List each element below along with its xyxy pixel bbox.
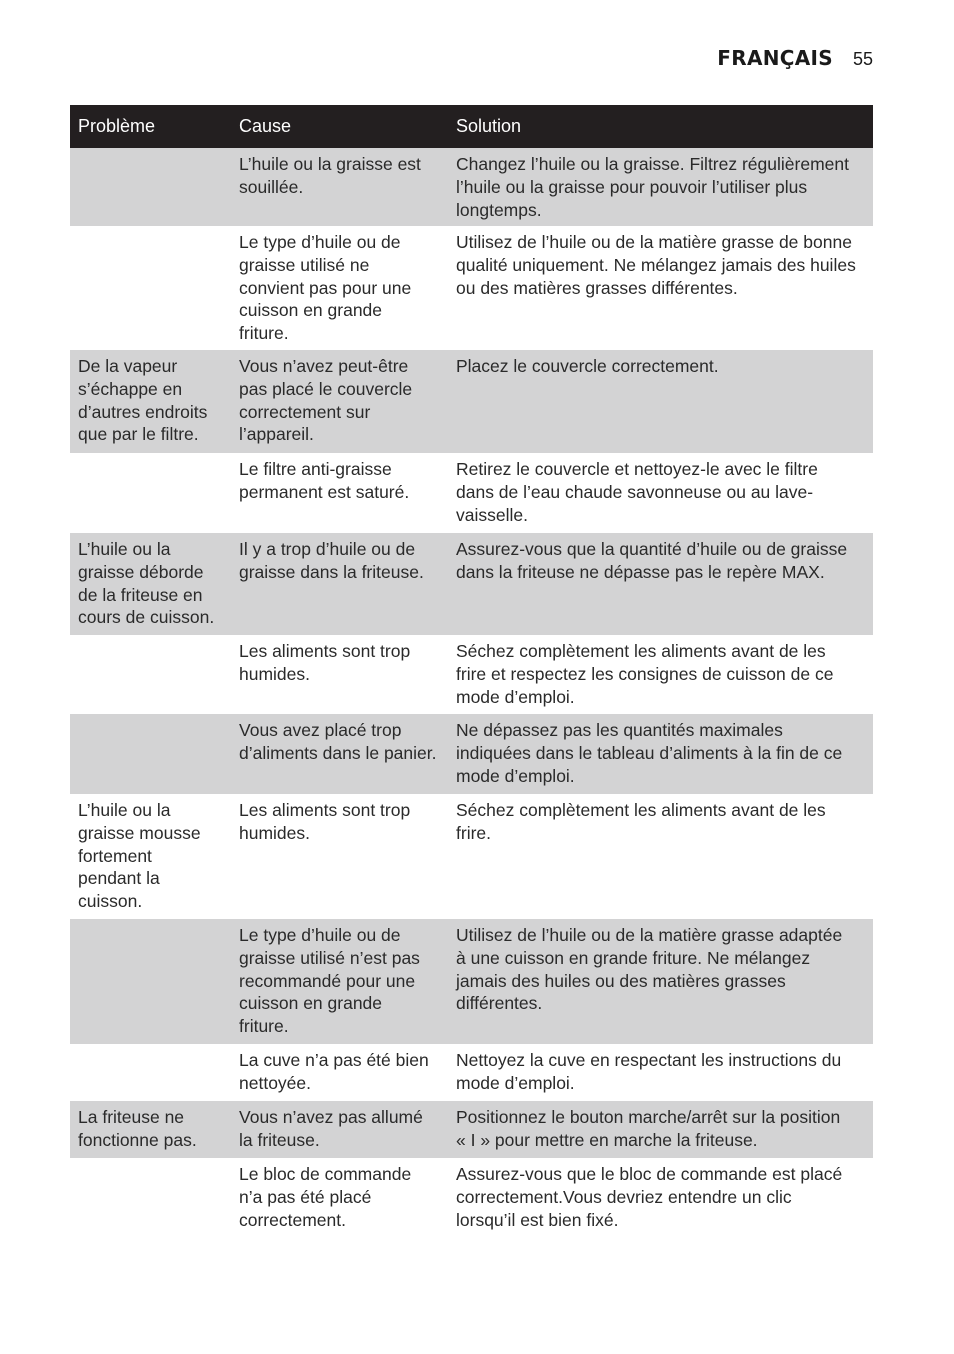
solution-cell: Nettoyez la cuve en respectant les instructions du mode d’emploi. — [456, 1050, 842, 1093]
language-label: FRANÇAIS — [717, 46, 833, 70]
problem-cell — [70, 635, 231, 714]
table-row — [70, 148, 873, 226]
column-header-problem: Problème — [78, 116, 156, 136]
page-header — [717, 46, 873, 70]
cause-cell: L’huile ou la graisse est souillée. — [239, 154, 421, 197]
solution-cell: Utilisez de l’huile ou de la matière grasse adaptée à une cuisson en grande friture. Ne mélangez jamais des huiles ou des matières grasses différentes. — [456, 925, 843, 1014]
cause-cell: Les aliments sont trop humides. — [239, 800, 411, 843]
problem-cell: De la vapeur s’échappe en d’autres endroits que par le filtre. — [78, 356, 208, 445]
cause-cell: Il y a trop d’huile ou de graisse dans la friteuse. — [239, 539, 424, 582]
cause-cell: Le filtre anti-graisse permanent est saturé. — [239, 459, 410, 502]
table-row — [70, 226, 873, 350]
cause-cell: Vous avez placé trop d’aliments dans le panier. — [239, 720, 437, 763]
table-row — [70, 1044, 873, 1101]
cause-cell: Le type d’huile ou de graisse utilisé n’est pas recommandé pour une cuisson en grande friture. — [239, 925, 420, 1037]
table-row — [70, 919, 873, 1044]
solution-cell: Changez l’huile ou la graisse. Filtrez régulièrement l’huile ou la graisse pour pouvoir l’utiliser plus longtemps. — [456, 154, 849, 220]
solution-cell: Séchez complètement les aliments avant de les frire et respectez les consignes de cuisson de ce mode d’emploi. — [456, 641, 834, 707]
problem-cell: La friteuse ne fonctionne pas. — [78, 1107, 197, 1150]
problem-cell — [70, 1044, 231, 1101]
problem-cell — [70, 919, 231, 1044]
solution-cell: Utilisez de l’huile ou de la matière grasse de bonne qualité uniquement. Ne mélangez jamais des huiles ou des matières grasses différentes. — [456, 232, 856, 298]
solution-cell: Assurez-vous que la quantité d’huile ou de graisse dans la friteuse ne dépasse pas le repère MAX. — [456, 539, 848, 582]
problem-cell — [70, 1158, 231, 1238]
problem-cell — [70, 148, 231, 226]
column-header-cause: Cause — [239, 116, 292, 136]
table-row — [70, 533, 873, 635]
cause-cell: La cuve n’a pas été bien nettoyée. — [239, 1050, 429, 1093]
solution-cell: Positionnez le bouton marche/arrêt sur la position « I » pour mettre en marche la friteuse. — [456, 1107, 841, 1150]
troubleshooting-table — [70, 105, 873, 1238]
solution-cell: Assurez-vous que le bloc de commande est placé correctement.Vous devriez entendre un clic lorsqu’il est bien fixé. — [456, 1164, 843, 1230]
table-header — [70, 105, 873, 148]
problem-cell: L’huile ou la graisse déborde de la friteuse en cours de cuisson. — [78, 539, 215, 628]
solution-cell: Placez le couvercle correctement. — [456, 356, 719, 376]
cause-cell: Le bloc de commande n’a pas été placé correctement. — [239, 1164, 412, 1230]
solution-cell: Ne dépassez pas les quantités maximales indiquées dans le tableau d’aliments à la fin de ce mode d’emploi. — [456, 720, 843, 786]
problem-cell — [70, 226, 231, 350]
solution-cell: Séchez complètement les aliments avant de les frire. — [456, 800, 826, 843]
cause-cell: Vous n’avez pas allumé la friteuse. — [239, 1107, 423, 1150]
table-row — [70, 794, 873, 919]
cause-cell: Vous n’avez peut-être pas placé le couvercle correctement sur l’appareil. — [239, 356, 413, 445]
table-row — [70, 635, 873, 714]
problem-cell: L’huile ou la graisse mousse fortement pendant la cuisson. — [78, 800, 201, 912]
solution-cell: Retirez le couvercle et nettoyez-le avec le filtre dans de l’eau chaude savonneuse ou au lave- vaisselle. — [456, 459, 818, 525]
table-row — [70, 350, 873, 453]
problem-cell — [70, 714, 231, 794]
cause-cell: Le type d’huile ou de graisse utilisé ne convient pas pour une cuisson en grande friture. — [239, 232, 412, 344]
table-row — [70, 1158, 873, 1238]
cause-cell: Les aliments sont trop humides. — [239, 641, 411, 684]
table-row — [70, 714, 873, 794]
table-row — [70, 1101, 873, 1158]
column-header-solution: Solution — [456, 116, 522, 136]
problem-cell — [70, 453, 231, 533]
table-row — [70, 453, 873, 533]
page-number: 55 — [852, 49, 873, 69]
